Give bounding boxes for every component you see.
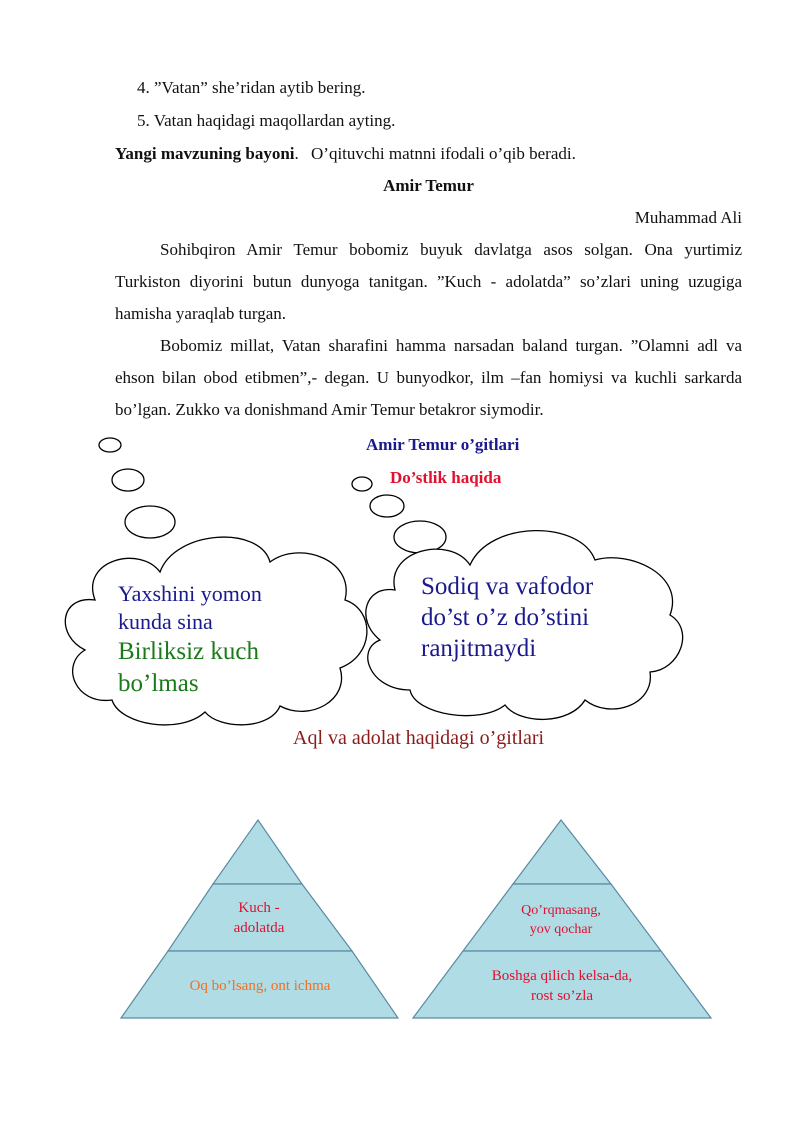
- cloud-left-text: [118, 580, 262, 700]
- new-topic-label-suffix: .: [294, 144, 299, 163]
- question-4: 4. ”Vatan” she’ridan aytib bering.: [137, 78, 366, 97]
- cloud-right-text: [421, 571, 593, 664]
- pyramid-right-top: [513, 820, 611, 884]
- thought-bubble-small: [352, 477, 372, 491]
- pyramid-left-middle-line: Kuch -: [238, 900, 280, 916]
- cloud-left-line: Birliksiz kuch: [118, 638, 259, 665]
- pyramid-right-bottom-text: [452, 966, 672, 1006]
- thought-bubble-medium: [112, 469, 144, 491]
- cloud-left-line: Yaxshini yomon: [118, 581, 262, 606]
- pyramid-right-middle-line: yov qochar: [529, 922, 593, 937]
- pyramid-left-bottom-text: Oq bo’lsang, ont ichma: [189, 978, 331, 994]
- cloud-left-line: bo’lmas: [118, 670, 199, 697]
- story-author: Muhammad Ali: [634, 208, 742, 227]
- pyramid-left-top: [213, 820, 302, 884]
- story-paragraph: Sohibqiron Amir Temur bobomiz buyuk davlatga asos solgan. Ona yurtimiz Turkiston diyorini butun dunyoga tanitgan. ”Kuch - adolatda” so’zlari uning uzugiga hamisha yaraqlab turgan.: [115, 240, 742, 323]
- pyramid-right-bottom-line: rost so’zla: [530, 988, 594, 1004]
- new-topic-text: O’qituvchi matnni ifodali o’qib beradi.: [311, 144, 576, 163]
- sayings-subtitle: Do’stlik haqida: [390, 468, 502, 487]
- story-paragraph: Bobomiz millat, Vatan sharafini hamma narsadan baland turgan. ”Olamni adl va ehson bilan obod etibmen”,- degan. U bunyodkor, ilm –fan homiysi va kuchli sarkarda bo’lgan. Zukko va donishmand Amir Temur betakror siymodir.: [115, 336, 742, 419]
- thought-bubble-small: [99, 438, 121, 452]
- thought-bubble-large: [394, 521, 446, 553]
- pyramid-right-middle-line: Qo’rqmasang,: [521, 903, 601, 918]
- cloud-left-line: kunda sina: [118, 609, 213, 634]
- cloud-right-line: Sodiq va vafodor: [421, 573, 594, 600]
- pyramid-left-middle-text: [200, 898, 318, 938]
- pyramid-left-middle-line: adolatda: [233, 920, 285, 936]
- story-title: Amir Temur: [383, 176, 474, 195]
- pyramid-right-middle-text: [490, 901, 632, 939]
- cloud-right-line: ranjitmaydi: [421, 635, 537, 662]
- new-topic-label: Yangi mavzuning bayoni: [115, 144, 295, 163]
- justice-title: Aql va adolat haqidagi o’gitlari: [293, 727, 545, 749]
- sayings-title: Amir Temur o’gitlari: [366, 435, 520, 454]
- pyramid-right-bottom-line: Boshga qilich kelsa-da,: [491, 968, 633, 984]
- thought-bubble-large: [125, 506, 175, 538]
- thought-bubble-medium: [370, 495, 404, 517]
- cloud-right-line: do’st o’z do’stini: [421, 604, 590, 631]
- question-5: 5. Vatan haqidagi maqollardan ayting.: [137, 111, 396, 130]
